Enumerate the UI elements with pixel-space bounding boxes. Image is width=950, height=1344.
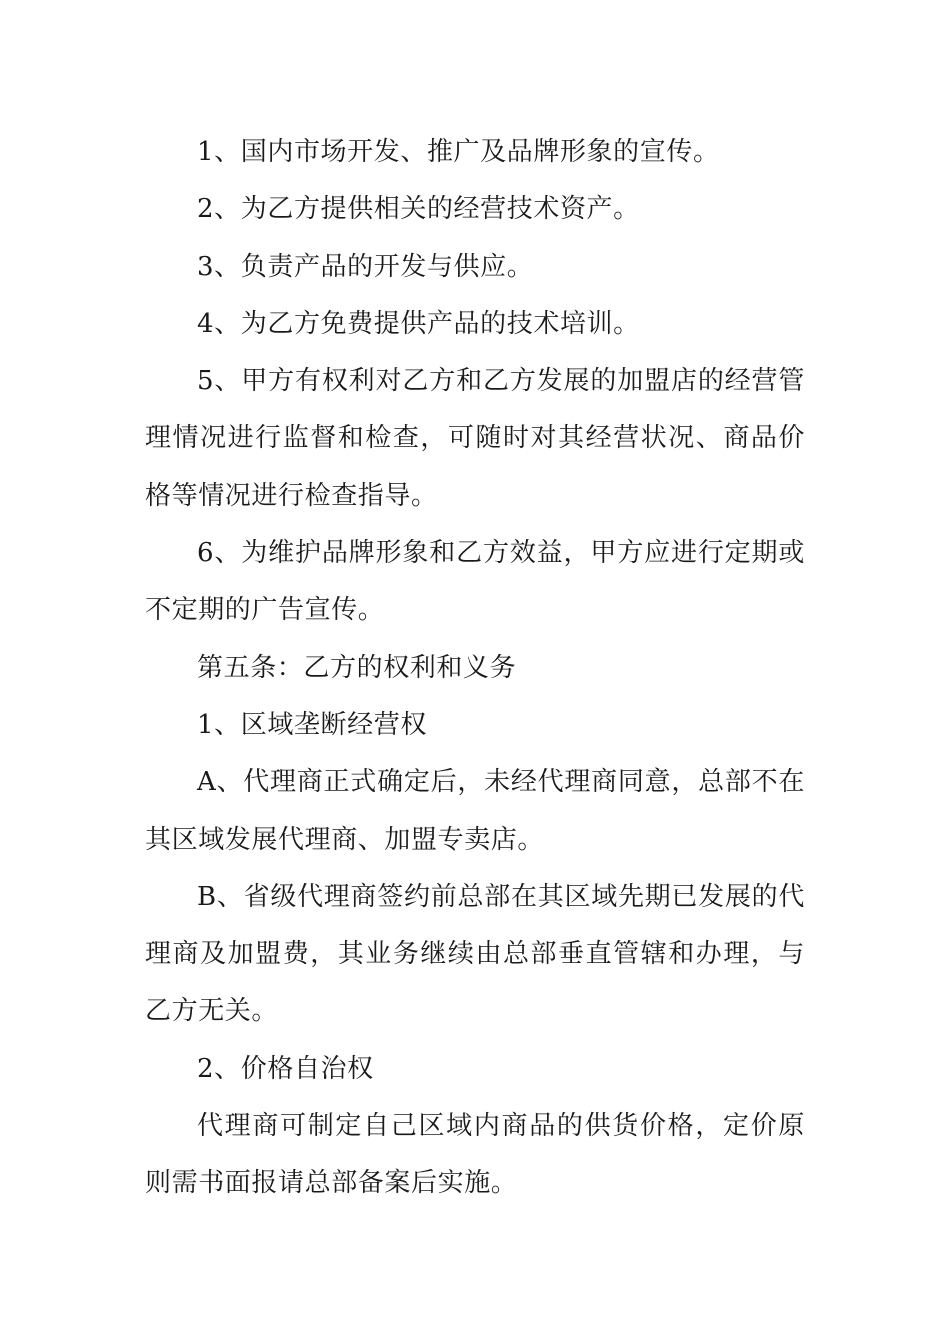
paragraph-obligation-3: 3、负责产品的开发与供应。 xyxy=(197,251,534,282)
subsection-heading-regional-rights: 1、区域垄断经营权 xyxy=(197,709,427,740)
paragraph-clause-b: B、省级代理商签约前总部在其区域先期已发展的代理商及加盟费，其业务继续由总部垂直管辖和办理，与乙方无关。 xyxy=(145,881,805,1027)
document-body xyxy=(145,124,805,1213)
paragraph-clause-a: A、代理商正式确定后，未经代理商同意，总部不在其区域发展代理商、加盟专卖店。 xyxy=(145,767,805,855)
paragraph-obligation-1: 1、国内市场开发、推广及品牌形象的宣传。 xyxy=(197,137,720,167)
section-heading-article-5: 第五条：乙方的权利和义务 xyxy=(197,652,517,683)
subsection-heading-pricing-rights: 2、价格自治权 xyxy=(197,1053,374,1084)
paragraph-pricing: 代理商可制定自己区域内商品的供货价格，定价原则需书面报请总部备案后实施。 xyxy=(145,1111,805,1199)
paragraph-obligation-2: 2、为乙方提供相关的经营技术资产。 xyxy=(197,194,640,225)
paragraph-obligation-4: 4、为乙方免费提供产品的技术培训。 xyxy=(197,308,640,339)
paragraph-obligation-5: 5、甲方有权利对乙方和乙方发展的加盟店的经营管理情况进行监督和检查，可随时对其经营状况、商品价格等情况进行检查指导。 xyxy=(145,366,805,511)
paragraph-obligation-6: 6、为维护品牌形象和乙方效益，甲方应进行定期或不定期的广告宣传。 xyxy=(145,538,805,626)
